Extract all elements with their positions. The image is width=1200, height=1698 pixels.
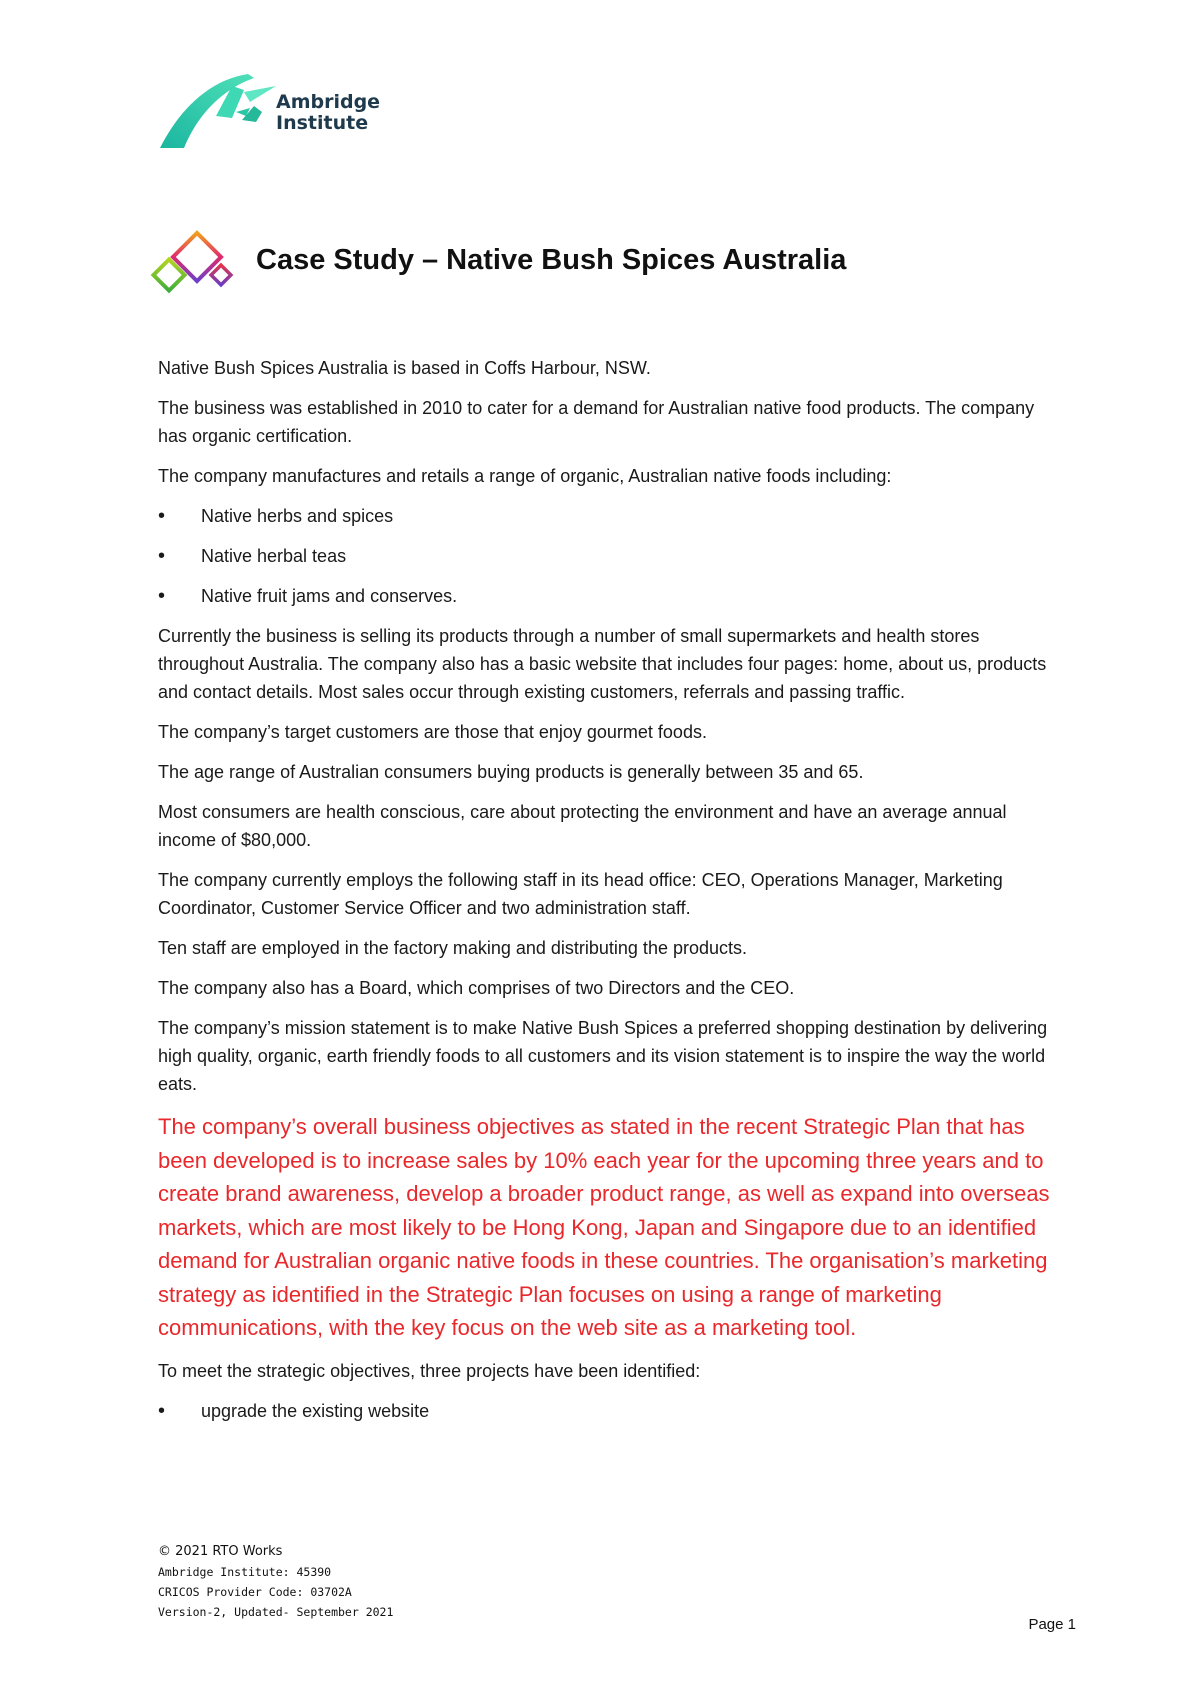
page-number: Page 1 (1028, 1616, 1076, 1633)
logo-wordmark (276, 92, 380, 134)
paragraph: Native Bush Spices Australia is based in Coffs Harbour, NSW. (158, 358, 651, 378)
ambridge-logo-icon (158, 72, 278, 152)
paragraph: To meet the strategic objectives, three projects have been identified: (158, 1360, 701, 1381)
paragraph: The company’s target customers are those that enjoy gourmet foods. (158, 722, 707, 742)
paragraph: The business was established in 2010 to cater for a demand for Australian native food products. The company has organic certification. (158, 398, 1035, 446)
list-item: • upgrade the existing website (158, 1397, 1058, 1425)
page-title: Case Study – Native Bush Spices Australia (256, 244, 847, 276)
diamond-squares-icon (148, 230, 244, 302)
provider-number: Ambridge Institute: 45390 (158, 1565, 332, 1579)
paragraph: The company currently employs the following staff in its head office: CEO, Operations Manager, Marketing Coordinator, Customer Service Officer and two administration staff. (158, 870, 1003, 918)
highlighted-objectives: The company’s overall business objectives as stated in the recent Strategic Plan that has been developed is to increase sales by 10% each year for the upcoming three years and to create brand awareness, develop a broader product range, as well as expand into overseas markets, which are most likely to be Hong Kong, Japan and Singapore due to an identified demand for Australian organic native foods in these countries. The organisation’s marketing strategy as identified in the Strategic Plan focuses on using a range of marketing communications, with the key focus on the web site as a marketing tool. (158, 1114, 1050, 1340)
paragraph: The company manufactures and retails a range of organic, Australian native foods including: (158, 466, 892, 486)
product-list (158, 502, 1058, 610)
logo-line-1: Ambridge (276, 91, 381, 113)
document-footer (158, 1542, 393, 1622)
paragraph: Ten staff are employed in the factory making and distributing the products. (158, 938, 747, 958)
version-info: Version-2, Updated- September 2021 (158, 1605, 394, 1619)
paragraph: The age range of Australian consumers buying products is generally between 35 and 65. (158, 762, 864, 782)
list-item: • Native herbal teas (158, 542, 1058, 570)
cricos-code: CRICOS Provider Code: 03702A (158, 1585, 352, 1599)
list-item: • Native fruit jams and conserves. (158, 582, 1058, 610)
copyright-notice: © 2021 RTO Works (158, 1544, 283, 1559)
project-list (158, 1397, 1058, 1425)
ambridge-logo (158, 72, 428, 152)
list-item: • Native herbs and spices (158, 502, 1058, 530)
paragraph: Most consumers are health conscious, care about protecting the environment and have an average annual income of $80,000. (158, 802, 1007, 850)
paragraph: Currently the business is selling its products through a number of small supermarkets and health stores throughout Australia. The company also has a basic website that includes four pages: home, about us, products and contact details. Most sales occur through existing customers, referrals and passing traffic. (158, 626, 1047, 702)
paragraph: The company’s mission statement is to make Native Bush Spices a preferred shopping destination by delivering high quality, organic, earth friendly foods to all customers and its vision statement is to inspire the way the world eats. (158, 1018, 1048, 1094)
paragraph: The company also has a Board, which comprises of two Directors and the CEO. (158, 978, 795, 998)
logo-line-2: Institute (276, 112, 369, 134)
case-study-body (158, 354, 1058, 1437)
